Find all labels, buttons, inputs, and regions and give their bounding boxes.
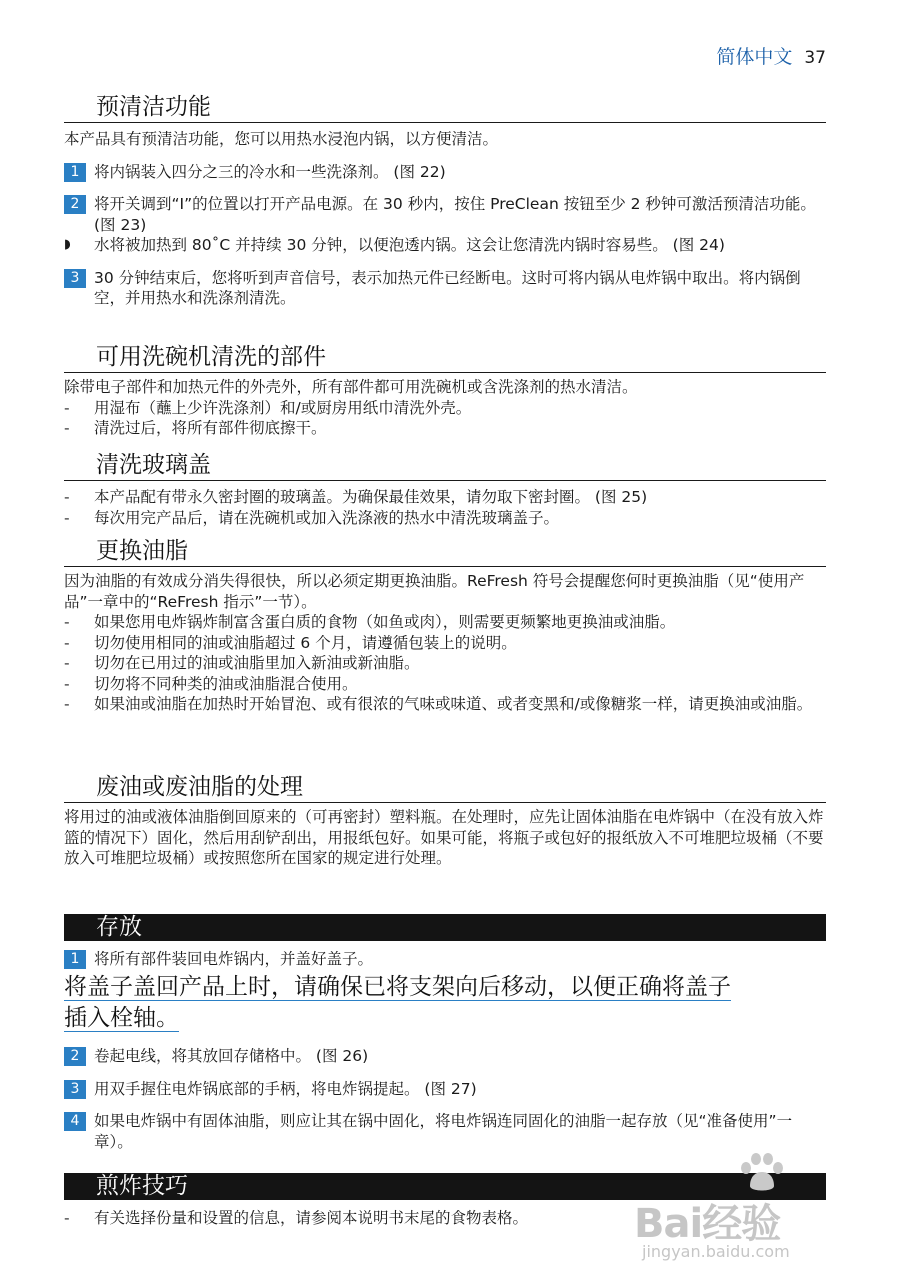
step-text: 将开关调到“I”的位置以打开产品电源。在 30 秒内，按住 PreClean 按钮至少 2 秒钟可激活预清洁功能。 (图 23) <box>94 195 816 234</box>
step-number: 2 <box>64 195 86 214</box>
step-item <box>64 1111 826 1152</box>
step-item <box>64 949 826 970</box>
watermark-url: jingyan.baidu.com <box>642 1242 790 1261</box>
list-item: - 有关选择份量和设置的信息，请参阅本说明书末尾的食物表格。 <box>64 1209 529 1227</box>
list-item: - 清洗过后，将所有部件彻底擦干。 <box>64 419 327 437</box>
step-item <box>64 268 826 309</box>
section-preclean <box>64 92 826 309</box>
language-label: 简体中文 <box>716 46 793 68</box>
section-dishwasher <box>64 342 826 439</box>
list-item: - 如果您用电炸锅炸制富含蛋白质的食物（如鱼或肉），则需要更频繁地更换油或油脂。 <box>64 613 676 631</box>
step-number: 1 <box>64 950 86 969</box>
triangle-bullet-icon: ◗ <box>64 237 71 252</box>
step-text: 用双手握住电炸锅底部的手柄，将电炸锅提起。 (图 27) <box>94 1079 477 1098</box>
step-number: 4 <box>64 1112 86 1131</box>
section-title: 清洗玻璃盖 <box>64 450 826 481</box>
paragraph: 因为油脂的有效成分消失得很快，所以必须定期更换油脂。ReFresh 符号会提醒您何时更换油脂（见“使用产品”一章中的“ReFresh 指示”一节）。 <box>64 572 805 611</box>
step-text: 将内锅装入四分之三的冷水和一些洗涤剂。 (图 22) <box>94 162 446 181</box>
step-text: 将所有部件装回电炸锅内，并盖好盖子。 <box>94 950 374 968</box>
paw-icon <box>738 1152 784 1192</box>
bullet-text: 水将被加热到 80˚C 并持续 30 分钟，以便泡透内锅。这会让您清洗内锅时容易些。 (图 24) <box>94 236 725 254</box>
section-title-bar: 煎炸技巧 <box>64 1173 826 1200</box>
section-storage <box>64 914 826 970</box>
step-item <box>64 162 826 183</box>
paragraph: 除带电子部件和加热元件的外壳外，所有部件都可用洗碗机或含洗涤剂的热水清洁。 <box>64 378 638 396</box>
section-title: 更换油脂 <box>64 536 826 567</box>
step-item <box>64 194 826 235</box>
list-item: - 切勿在已用过的油或油脂里加入新油或新油脂。 <box>64 654 420 672</box>
step-text: 30 分钟结束后，您将听到声音信号，表示加热元件已经断电。这时可将内锅从电炸锅中取出。将内锅倒空，并用热水和洗涤剂清洗。 <box>94 268 801 307</box>
list-item: - 用湿布（蘸上少许洗涤剂）和/或厨房用纸巾清洗外壳。 <box>64 398 472 417</box>
step-item <box>64 1046 826 1067</box>
paragraph: 本产品具有预清洁功能，您可以用热水浸泡内锅，以方便清洁。 <box>64 130 499 148</box>
paragraph: 将用过的油或液体油脂倒回原来的（可再密封）塑料瓶。在处理时，应先让固体油脂在电炸锅中（在没有放入炸篮的情况下）固化，然后用刮铲刮出，用报纸包好。如果可能，将瓶子或包好的报纸放入不可堆肥垃圾桶（不要放入可堆肥垃圾桶）或按照您所在国家的规定进行处理。 <box>64 808 824 867</box>
step-text: 卷起电线，将其放回存储格中。 (图 26) <box>94 1047 369 1065</box>
storage-steps <box>64 1046 826 1152</box>
step-number: 3 <box>64 269 86 288</box>
section-disposal <box>64 772 826 869</box>
storage-note <box>64 972 824 1034</box>
watermark-brand: Bai经验 <box>634 1201 781 1247</box>
section-title: 预清洁功能 <box>64 92 826 123</box>
section-title: 废油或废油脂的处理 <box>64 772 826 803</box>
list-item: - 如果油或油脂在加热时开始冒泡、或有很浓的气味或味道、或者变黑和/或像糖浆一样，请更换油或油脂。 <box>64 695 813 713</box>
step-number: 3 <box>64 1080 86 1099</box>
step-number: 2 <box>64 1047 86 1066</box>
list-item: - 切勿将不同种类的油或油脂混合使用。 <box>64 674 358 693</box>
step-item <box>64 1079 826 1100</box>
section-replace-oil <box>64 536 826 715</box>
step-number: 1 <box>64 163 86 182</box>
page-number: 37 <box>804 48 826 68</box>
step-text: 如果电炸锅中有固体油脂，则应让其在锅中固化，将电炸锅连同固化的油脂一起存放（见“准备使用”一章）。 <box>94 1112 793 1151</box>
section-glass-lid <box>64 450 826 528</box>
page-header <box>716 42 826 69</box>
result-bullet <box>64 235 826 256</box>
section-title: 可用洗碗机清洗的部件 <box>64 342 826 373</box>
list-item: - 每次用完产品后，请在洗碗机或加入洗涤液的热水中清洗玻璃盖子。 <box>64 508 560 527</box>
note-line: 将盖子盖回产品上时，请确保已将支架向后移动，以便正确将盖子 <box>64 974 731 1000</box>
list-item: - 本产品配有带永久密封圈的玻璃盖。为确保最佳效果，请勿取下密封圈。 (图 25) <box>64 488 648 506</box>
list-item: - 切勿使用相同的油或油脂超过 6 个月，请遵循包装上的说明。 <box>64 633 517 652</box>
watermark <box>634 1152 834 1261</box>
note-line: 插入栓轴。 <box>64 1005 179 1031</box>
section-title-bar: 存放 <box>64 914 826 941</box>
